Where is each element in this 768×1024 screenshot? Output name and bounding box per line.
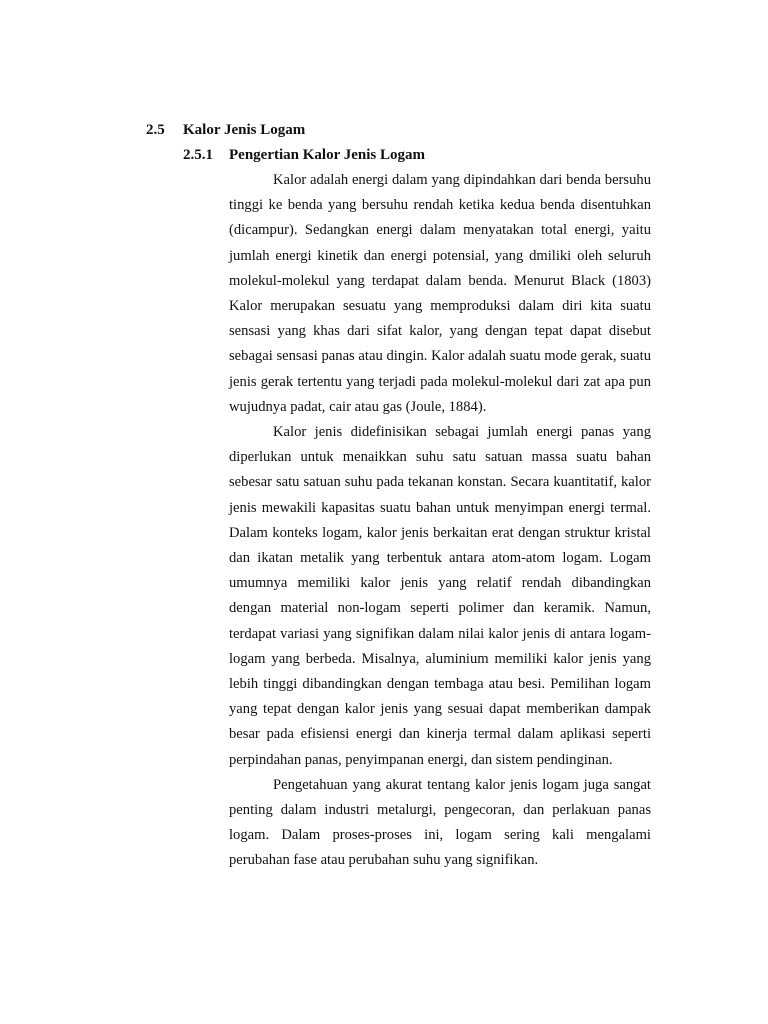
paragraph-kalor-definition: Kalor adalah energi dalam yang dipindahkan dari benda bersuhu tinggi ke benda yang bersuhu rendah ketika kedua benda disentuhkan (dicampur). Sedangkan energi dalam menyatakan total energi, yaitu jumlah energi kinetik dan energi potensial, yang dmiliki oleh seluruh molekul-molekul yang terdapat dalam benda. Menurut Black (1803) Kalor merupakan sesuatu yang memproduksi dalam diri kita suatu sensasi yang khas dari sifat kalor, yang dengan tepat dapat disebut sebagai sensasi panas atau dingin. Kalor adalah suatu mode gerak, suatu jenis gerak tertentu yang terjadi pada molekul-molekul dari zat apa pun wujudnya padat, cair atau gas (Joule, 1884).	[229, 172, 651, 415]
section-number: 2.5	[146, 122, 165, 138]
subsection-title: Pengertian Kalor Jenis Logam	[229, 147, 425, 163]
body-text	[229, 168, 651, 874]
paragraph-pengetahuan: Pengetahuan yang akurat tentang kalor jenis logam juga sangat penting dalam industri metalurgi, pengecoran, dan perlakuan panas logam. Dalam proses-proses ini, logam sering kali mengalami perubahan fase atau perubahan suhu yang signifikan.	[229, 776, 651, 869]
section-title: Kalor Jenis Logam	[183, 122, 306, 138]
paragraph-kalor-jenis: Kalor jenis didefinisikan sebagai jumlah energi panas yang diperlukan untuk menaikkan suhu satu satuan massa suatu bahan sebesar satu satuan suhu pada tekanan konstan. Secara kuantitatif, kalor jenis mewakili kapasitas suatu bahan untuk menyimpan energi termal. Dalam konteks logam, kalor jenis berkaitan erat dengan struktur kristal dan ikatan metalik yang terbentuk antara atom-atom logam. Logam umumnya memiliki kalor jenis yang relatif rendah dibandingkan dengan material non-logam seperti polimer dan keramik. Namun, terdapat variasi yang signifikan dalam nilai kalor jenis di antara logam-logam yang berbeda. Misalnya, aluminium memiliki kalor jenis yang lebih tinggi dibandingkan dengan tembaga atau besi. Pemilihan logam yang tepat dengan kalor jenis yang sesuai dapat memberikan dampak besar pada efisiensi energi dan kinerja termal dalam aplikasi seperti perpindahan panas, penyimpanan energi, dan sistem pendinginan.	[229, 424, 651, 768]
subsection-number: 2.5.1	[183, 147, 213, 163]
